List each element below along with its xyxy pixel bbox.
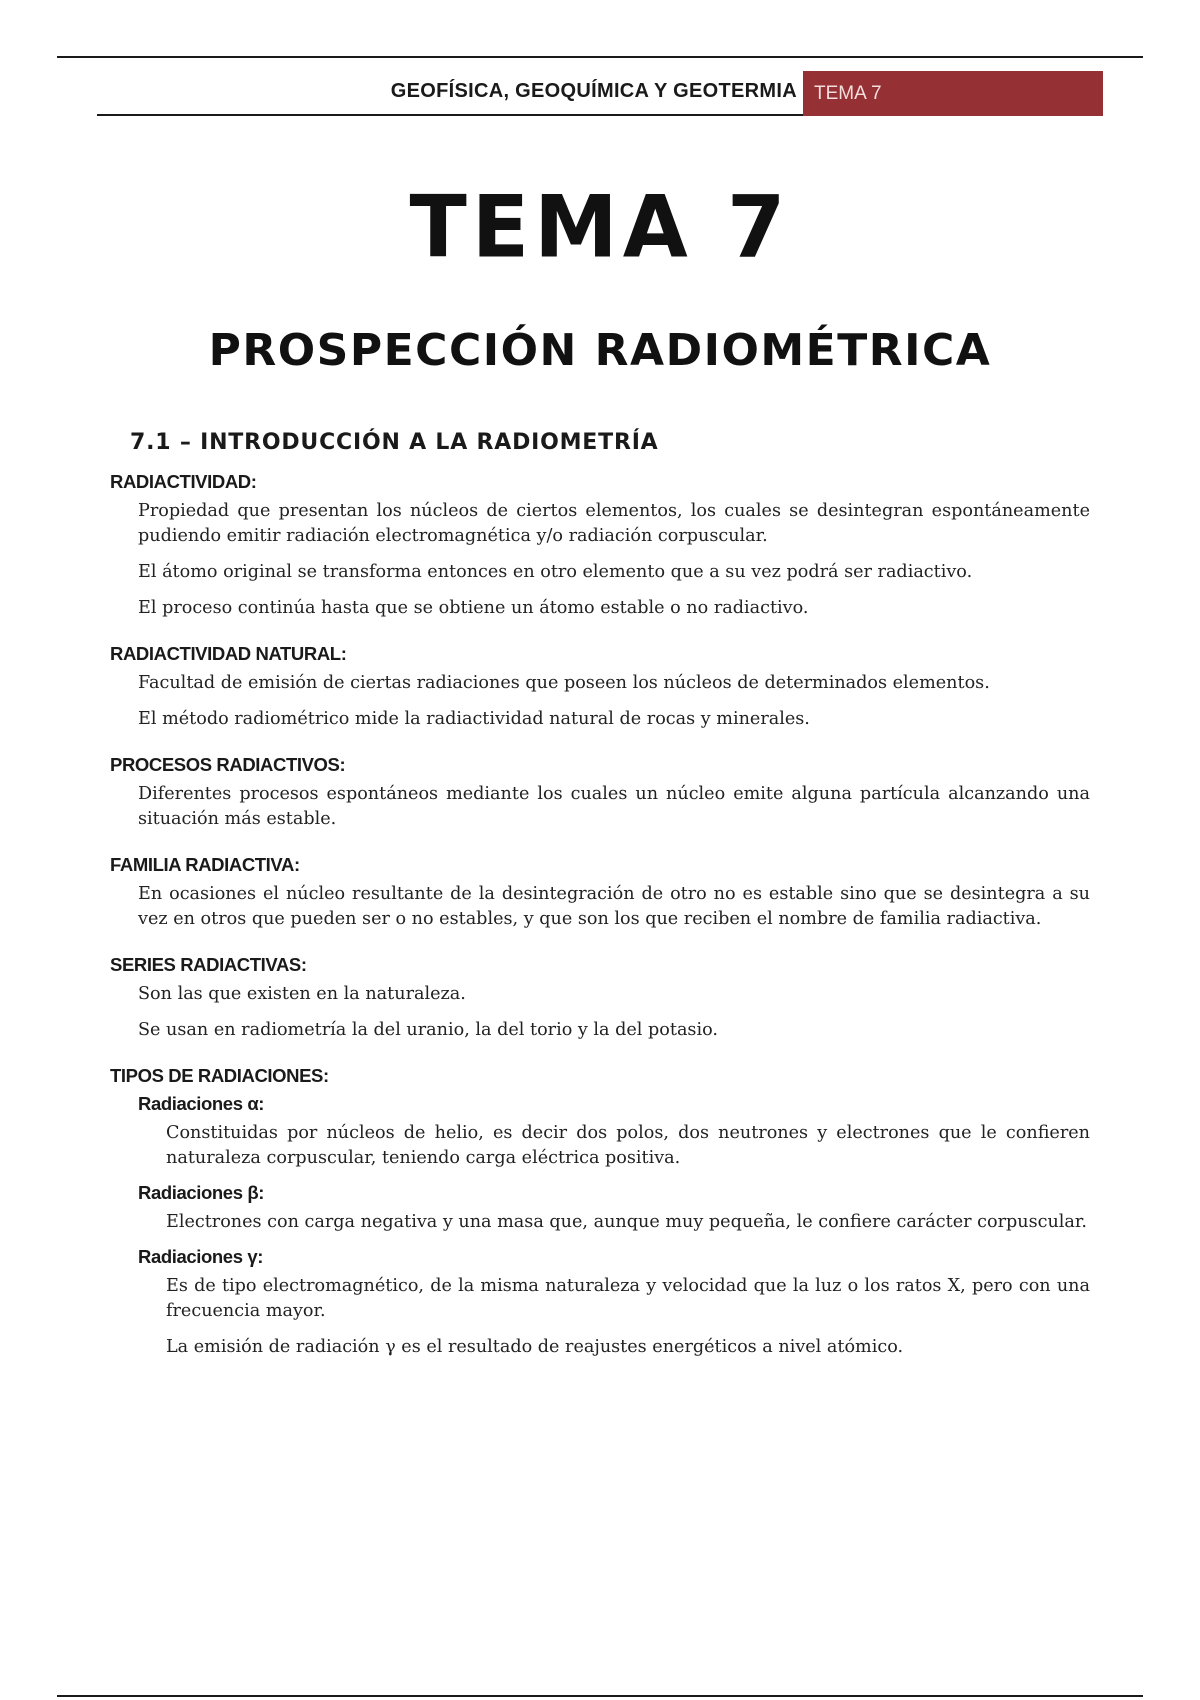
main-title: TEMA 7 bbox=[409, 177, 791, 277]
paragraph: Se usan en radiometría la del uranio, la del torio y la del potasio. bbox=[138, 1020, 718, 1040]
sub-title: PROSPECCIÓN RADIOMÉTRICA bbox=[208, 325, 992, 376]
paragraph: La emisión de radiación γ es el resultado de reajustes energéticos a nivel atómico. bbox=[166, 1337, 904, 1357]
block-procesos-radiactivos bbox=[110, 754, 1090, 832]
term-heading: PROCESOS RADIACTIVOS: bbox=[110, 754, 346, 775]
paragraph: Propiedad que presentan los núcleos de ciertos elementos, los cuales se desintegran espontáneamente pudiendo emitir radiación electromagnética y/o radiación corpuscular. bbox=[138, 501, 1090, 546]
header-title: GEOFÍSICA, GEOQUÍMICA Y GEOTERMIA bbox=[390, 80, 797, 102]
header-underline bbox=[97, 114, 803, 116]
block-radiactividad bbox=[110, 471, 1090, 621]
section-heading: 7.1 – INTRODUCCIÓN A LA RADIOMETRÍA bbox=[130, 430, 659, 455]
block-familia-radiactiva bbox=[110, 854, 1090, 932]
paragraph: Es de tipo electromagnético, de la misma naturaleza y velocidad que la luz o los ratos X, pero con una frecuencia mayor. bbox=[166, 1276, 1090, 1321]
block-tipos-de-radiaciones bbox=[110, 1065, 1090, 1360]
block-radiactividad-natural bbox=[110, 643, 1090, 732]
term-heading: RADIACTIVIDAD: bbox=[110, 471, 257, 492]
term-heading: TIPOS DE RADIACIONES: bbox=[110, 1065, 329, 1086]
term-heading: RADIACTIVIDAD NATURAL: bbox=[110, 643, 347, 664]
subterm-gamma: Radiaciones γ: bbox=[138, 1246, 263, 1267]
subterm-beta: Radiaciones β: bbox=[138, 1182, 264, 1203]
paragraph: Son las que existen en la naturaleza. bbox=[138, 984, 466, 1004]
paragraph: Electrones con carga negativa y una masa que, aunque muy pequeña, le confiere carácter corpuscular. bbox=[166, 1212, 1087, 1232]
subterm-alpha: Radiaciones α: bbox=[138, 1093, 265, 1114]
top-rule bbox=[57, 56, 1143, 58]
header-badge: TEMA 7 bbox=[803, 71, 1103, 116]
paragraph: El método radiométrico mide la radiactividad natural de rocas y minerales. bbox=[138, 709, 810, 729]
term-heading: FAMILIA RADIACTIVA: bbox=[110, 854, 300, 875]
paragraph: Facultad de emisión de ciertas radiaciones que poseen los núcleos de determinados elementos. bbox=[138, 673, 990, 693]
paragraph: El proceso continúa hasta que se obtiene un átomo estable o no radiactivo. bbox=[138, 598, 809, 618]
bottom-rule bbox=[57, 1695, 1143, 1697]
paragraph: En ocasiones el núcleo resultante de la desintegración de otro no es estable sino que se desintegra a su vez en otros que pueden ser o no estables, y que son los que reciben el nombre de familia radiactiva. bbox=[138, 884, 1090, 929]
block-series-radiactivas bbox=[110, 954, 1090, 1043]
page-header bbox=[97, 70, 1103, 116]
paragraph: Constituidas por núcleos de helio, es decir dos polos, dos neutrones y electrones que le confieren naturaleza corpuscular, teniendo carga eléctrica positiva. bbox=[166, 1123, 1090, 1168]
paragraph: El átomo original se transforma entonces en otro elemento que a su vez podrá ser radiactivo. bbox=[138, 562, 973, 582]
term-heading: SERIES RADIACTIVAS: bbox=[110, 954, 307, 975]
document-body bbox=[110, 430, 1090, 1382]
paragraph: Diferentes procesos espontáneos mediante los cuales un núcleo emite alguna partícula alcanzando una situación más estable. bbox=[138, 784, 1090, 829]
